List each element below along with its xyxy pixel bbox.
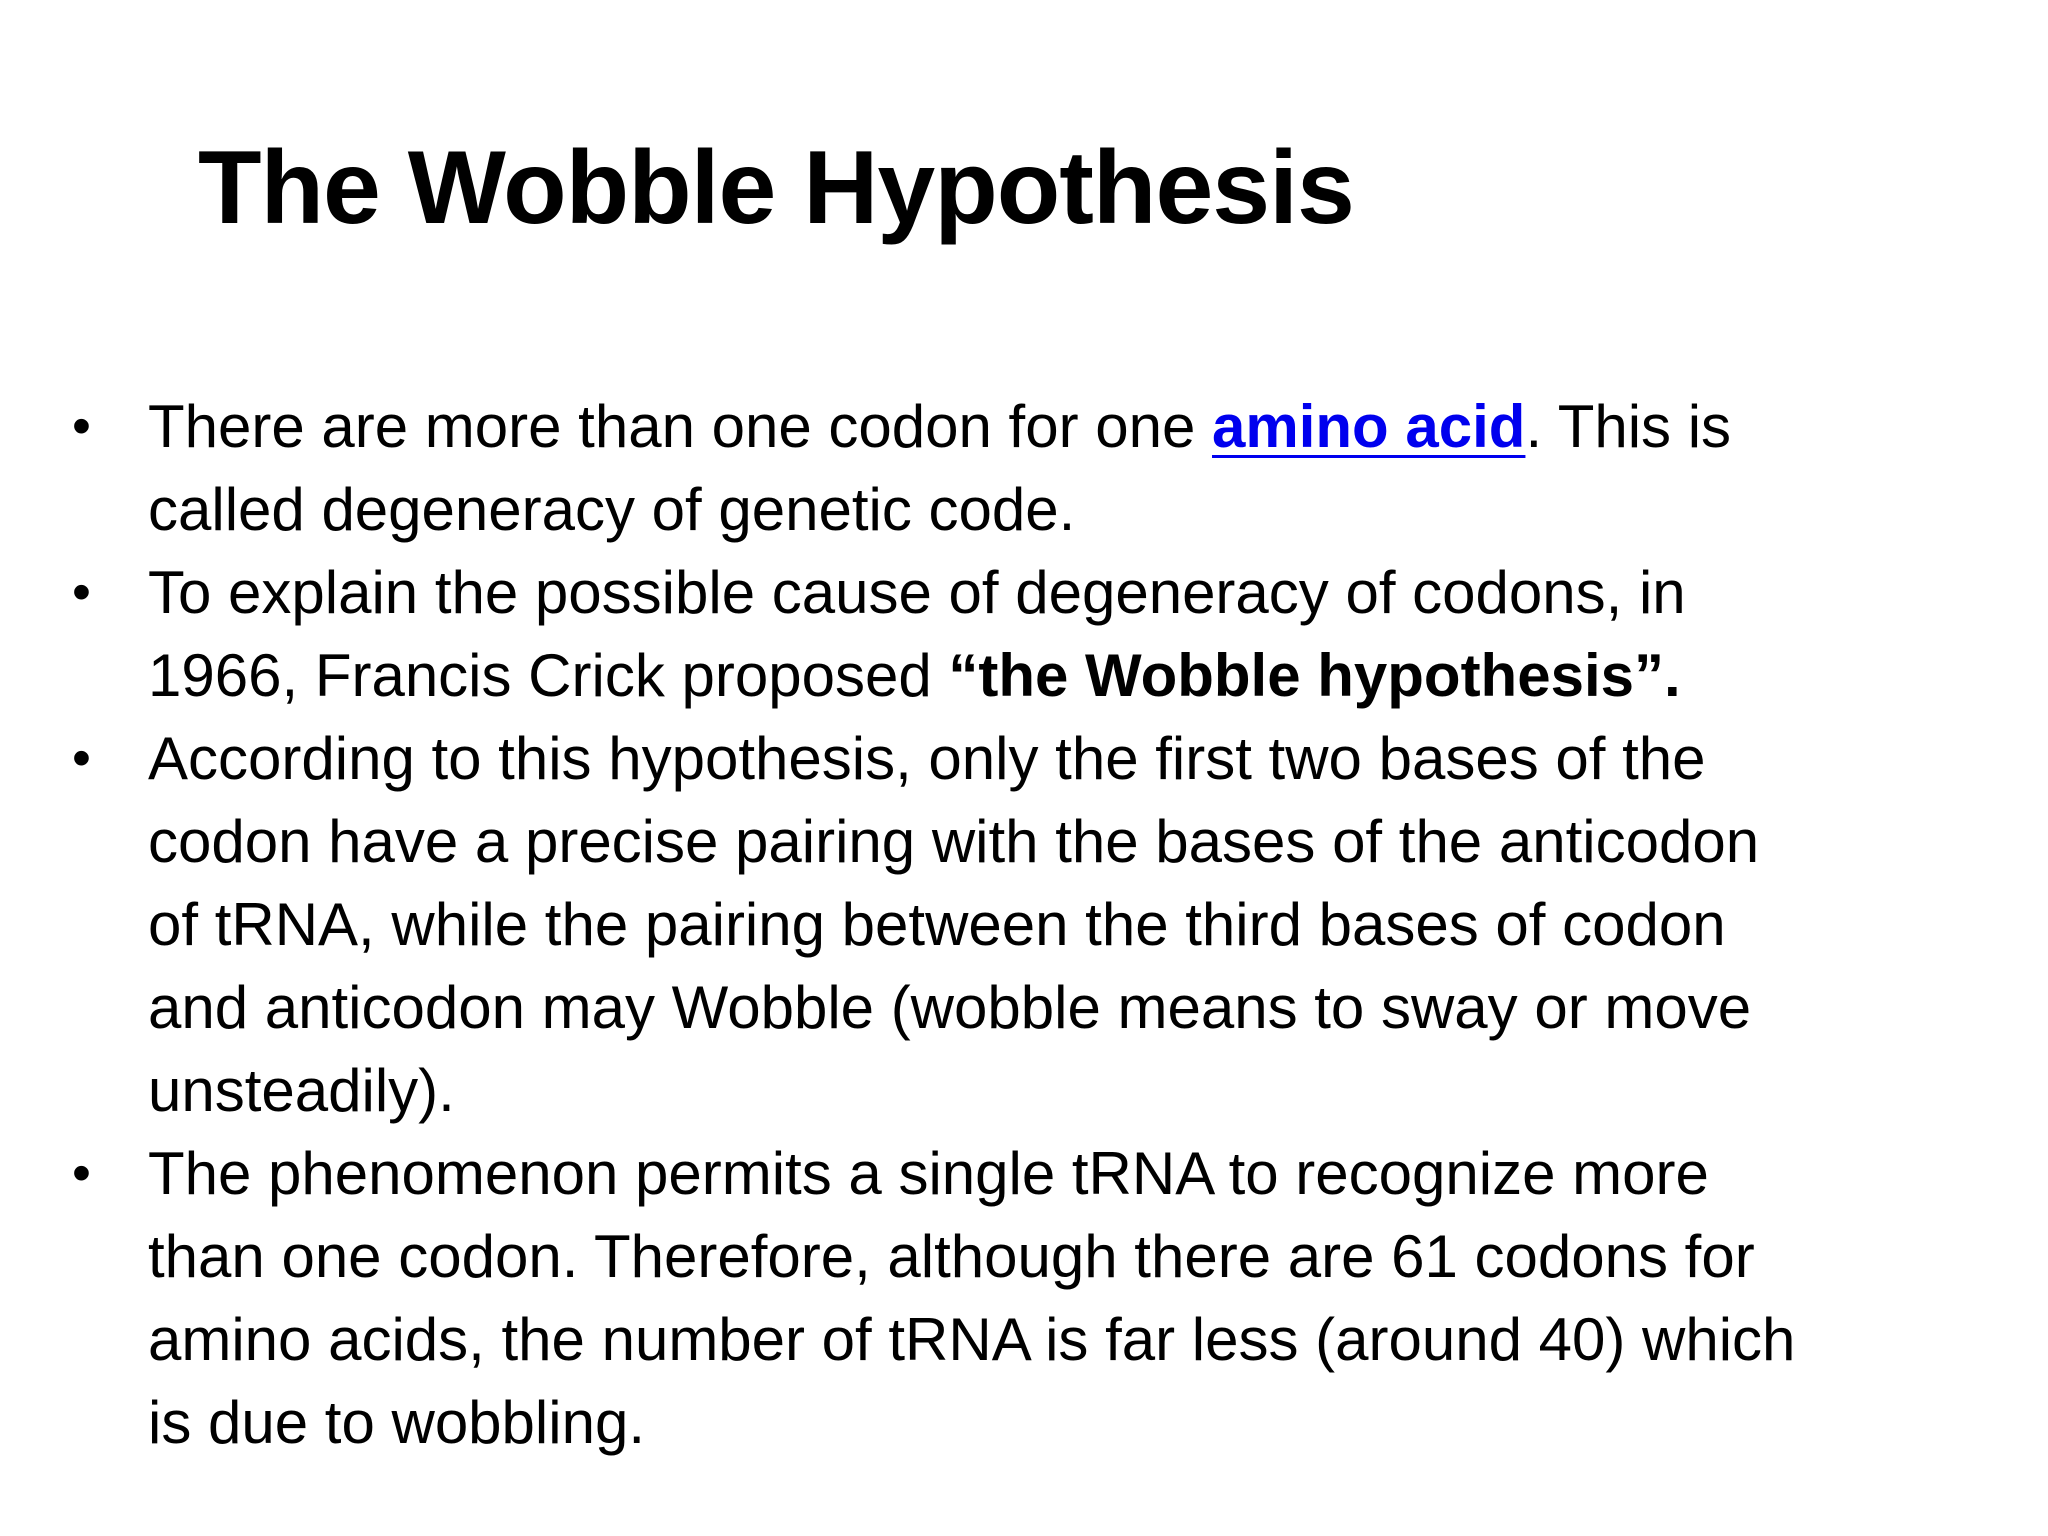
- bullet-line: [148, 385, 1908, 468]
- bullet-line: To explain the possible cause of degeneracy of codons, in: [148, 559, 1686, 626]
- bullet-text: 1966, Francis Crick proposed: [148, 642, 949, 709]
- wobble-hypothesis-emphasis: “the Wobble hypothesis”.: [948, 642, 1681, 709]
- bullet-dot-icon: •: [72, 1143, 91, 1203]
- bullet-item-crick: [0, 551, 1908, 717]
- bullet-line: unsteadily).: [148, 1057, 455, 1124]
- bullet-item-degeneracy: [0, 385, 1908, 551]
- bullet-dot-icon: •: [72, 562, 91, 622]
- amino-acid-link[interactable]: amino acid: [1212, 393, 1526, 460]
- bullet-line: and anticodon may Wobble (wobble means to sway or move: [148, 974, 1752, 1041]
- bullet-list: [0, 385, 2048, 1464]
- bullet-line: The phenomenon permits a single tRNA to recognize more: [148, 1140, 1709, 1207]
- bullet-dot-icon: •: [72, 728, 91, 788]
- bullet-text: There are more than one codon for one: [148, 393, 1213, 460]
- bullet-text: . This is: [1525, 393, 1732, 460]
- bullet-line: called degeneracy of genetic code.: [148, 476, 1076, 543]
- bullet-line: amino acids, the number of tRNA is far less (around 40) which: [148, 1306, 1796, 1373]
- bullet-dot-icon: •: [72, 396, 91, 456]
- bullet-line: According to this hypothesis, only the first two bases of the: [148, 725, 1706, 792]
- bullet-line: of tRNA, while the pairing between the third bases of codon: [148, 891, 1726, 958]
- bullet-item-trna: [0, 1132, 1908, 1464]
- bullet-item-pairing: [0, 717, 1908, 1132]
- bullet-line: codon have a precise pairing with the bases of the anticodon: [148, 808, 1760, 875]
- slide-title: The Wobble Hypothesis: [198, 130, 1354, 246]
- bullet-line: is due to wobbling.: [148, 1389, 645, 1456]
- bullet-line: [148, 634, 1908, 717]
- bullet-line: than one codon. Therefore, although there are 61 codons for: [148, 1223, 1755, 1290]
